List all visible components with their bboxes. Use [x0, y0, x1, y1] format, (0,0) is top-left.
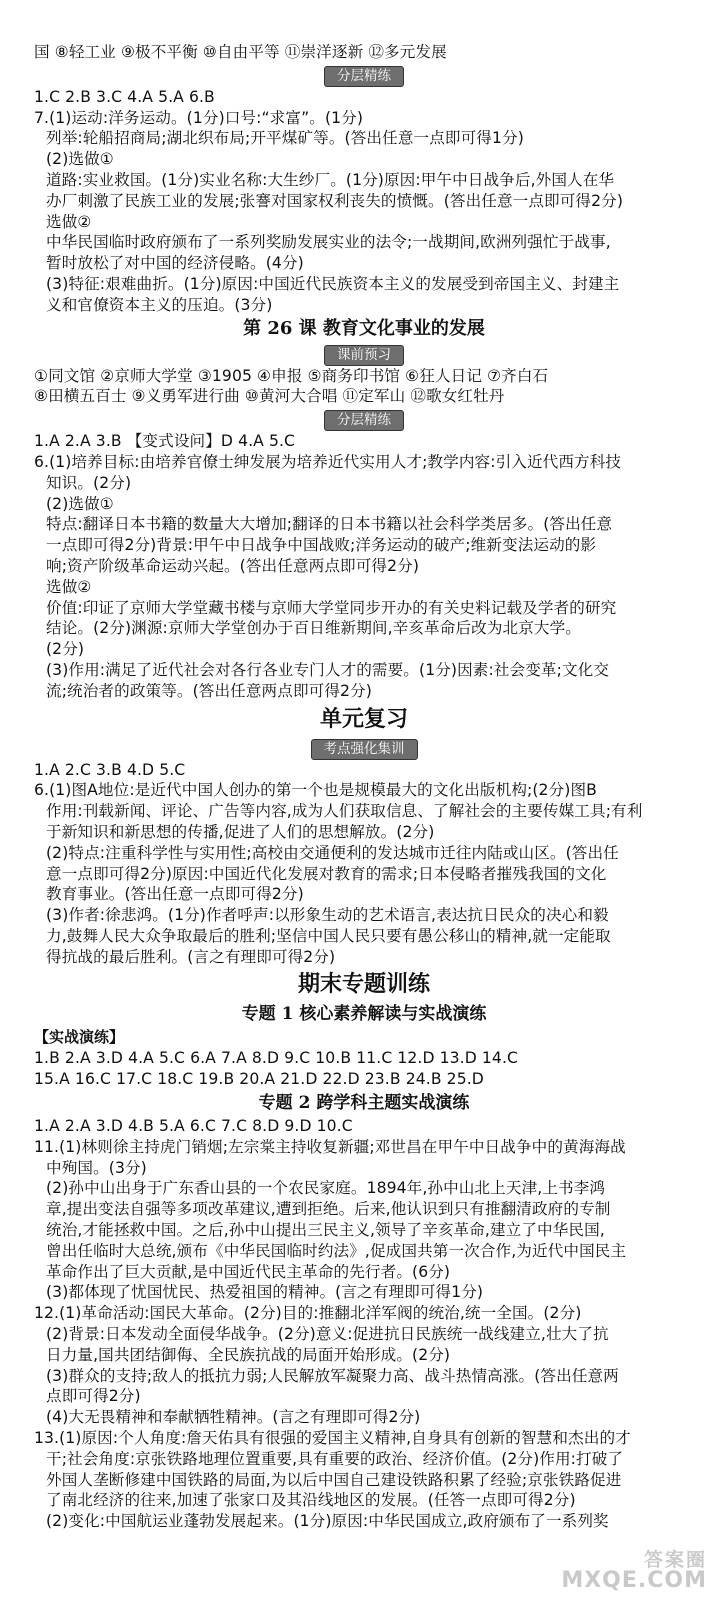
answer-line: (2)背景:日本发动全面侵华战争。(2分)意义:促进抗日民族统一战线建立,壮大了抗 [46, 1325, 609, 1344]
answer-line: 1.B 2.A 3.D 4.A 5.C 6.A 7.A 8.D 9.C 10.B 11.C 12.D 13.D 14.C [34, 1049, 518, 1068]
unit-review-title: 单元复习 [319, 705, 408, 732]
answer-line: 于新知识和新思想的传播,促进了人们的思想解放。(2分) [46, 822, 435, 841]
answer-line: 了南北经济的往来,加速了张家口及其沿线地区的发展。(任答一点即可得2分) [46, 1491, 576, 1510]
answer-line: 列举:轮船招商局;湖北织布局;开平煤矿等。(答出任意一点即可得1分) [46, 129, 524, 148]
answer-line: 一点即可得2分)背景:甲午中日战争中国战败;洋务运动的破产;维新变法运动的影 [46, 536, 597, 555]
answer-line: 选做② [46, 577, 92, 596]
tag-label: 分层精练 [324, 66, 404, 87]
final-training-title: 期末专题训练 [297, 971, 430, 998]
layered-practice-tag-1 [34, 63, 694, 87]
answer-line: 流;统治者的政策等。(答出任意两点即可得2分) [46, 681, 372, 700]
section-lesson26-answers [34, 431, 694, 701]
preview-line: ①同文馆 ②京师大学堂 ③1905 ④申报 ⑤商务印书馆 ⑥狂人日记 ⑦齐白石 [34, 366, 549, 385]
answer-line: (2)特点:注重科学性与实用性;高校由交通便利的发达城市迁往内陆或山区。(答出任 [46, 843, 619, 862]
answer-line: 道路:实业救国。(1分)实业名称:大生纱厂。(1分)原因:甲午中日战争后,外国人在华 [46, 170, 615, 189]
answer-line: 6.(1)培养目标:由培养官僚士绅发展为培养近代实用人才;教学内容:引入近代西方科技 [34, 452, 622, 471]
answer-line: 暂时放松了对中国的经济侵略。(4分) [46, 254, 304, 273]
answer-line: (3)作用:满足了近代社会对各行各业专门人才的需要。(1分)因素:社会变革;文化交 [46, 660, 610, 679]
answer-line: 力,鼓舞人民大众争取最后的胜利;坚信中国人民只要有愚公移山的精神,就一定能取 [46, 926, 611, 945]
answer-line: 章,提出变法自强等多项改革建议,遭到拒绝。后来,他认识到只有推翻清政府的专制 [46, 1200, 611, 1219]
answer-line: 中殉国。(3分) [46, 1158, 147, 1177]
answer-line: 响;资产阶级革命运动兴起。(答出任意两点即可得2分) [46, 556, 420, 575]
answer-line: 革命作出了巨大贡献,是中国近代民主革命的先行者。(6分) [46, 1262, 451, 1281]
layered-practice-tag-2 [34, 407, 694, 431]
answer-line: 选做② [46, 212, 92, 231]
answer-line: (2)选做① [46, 150, 114, 169]
section-unit-review-answers [34, 760, 694, 968]
answer-line: 意一点即可得2分)原因:中国近代化发展对教育的需求;日本侵略者摧残我国的文化 [46, 864, 607, 883]
watermark-bottom-text: MXQE.COM [561, 1568, 707, 1593]
practice-label: 【实战演练】 [34, 1028, 125, 1047]
topic1-title: 专题 1 核心素养解读与实战演练 [241, 1004, 487, 1025]
answer-line: 11.(1)林则徐主持虎门销烟;左宗棠主持收复新疆;邓世昌在甲午中日战争中的黄海海战 [34, 1137, 626, 1156]
answer-line: 外国人垄断修建中国铁路的局面,为以后中国自己建设铁路积累了经验;京张铁路促进 [46, 1470, 622, 1489]
answer-line: 知识。(2分) [46, 473, 132, 492]
tag-label: 分层精练 [324, 410, 404, 431]
answer-line: 办厂刺激了民族工业的发展;张謇对国家权利丧失的愤慨。(答出任意一点即可得2分) [46, 191, 624, 210]
tag-label: 考点强化集训 [311, 739, 418, 760]
answer-line: 统治,才能拯救中国。之后,孙中山提出三民主义,领导了辛亥革命,建立了中华民国, [46, 1221, 605, 1240]
lesson26-title: 第 26 课 教育文化事业的发展 [243, 317, 485, 339]
answer-line: 1.A 2.A 3.B 【变式设问】D 4.A 5.C [34, 432, 296, 451]
answer-line: 1.A 2.C 3.B 4.D 5.C [34, 760, 186, 779]
answer-line: 教育事业。(答出任意一点即可得2分) [46, 885, 304, 904]
answer-line: 得抗战的最后胜利。(言之有理即可得2分) [46, 947, 336, 966]
answer-line: (4)大无畏精神和奉献牺牲精神。(言之有理即可得2分) [46, 1408, 421, 1427]
answer-line: 1.A 2.A 3.D 4.B 5.A 6.C 7.C 8.D 9.D 10.C [34, 1117, 353, 1136]
answer-line: (2)选做① [46, 494, 114, 513]
topic2-title: 专题 2 跨学科主题实战演练 [258, 1093, 470, 1114]
answer-line: 6.(1)图A地位:是近代中国人创办的第一个也是规模最大的文化出版机构;(2分)图B [34, 781, 597, 800]
answer-line: 日力量,国共团结御侮、全民族抗战的局面开始形成。(2分) [46, 1345, 451, 1364]
answer-line: 1.C 2.B 3.C 4.A 5.A 6.B [34, 87, 215, 106]
answer-line: 曾出任临时大总统,颁布《中华民国临时约法》,促成国共第一次合作,为近代中国民主 [46, 1241, 627, 1260]
answer-line: 点即可得2分) [46, 1387, 141, 1406]
answer-line: (2)孙中山出身于广东香山县的一个农民家庭。1894年,孙中山北上天津,上书李鸿 [46, 1179, 606, 1198]
answer-line: 结论。(2分)渊源:京师大学堂创办于百日维新期间,辛亥革命后改为北京大学。 [46, 619, 581, 638]
answer-line: (2)变化:中国航运业蓬勃发展起来。(1分)原因:中华民国成立,政府颁布了一系列奖 [46, 1512, 609, 1531]
answer-line: 13.(1)原因:个人角度:詹天佑具有很强的爱国主义精神,自身具有创新的智慧和杰出的才 [34, 1429, 631, 1448]
section-topic2-answers [34, 1116, 694, 1532]
answer-line: (3)都体现了忧国忧民、热爱祖国的精神。(言之有理即可得1分) [46, 1283, 484, 1302]
preview-tag [34, 342, 694, 366]
answer-line: 作用:刊载新闻、评论、广告等内容,成为人们获取信息、了解社会的主要传媒工具;有利 [46, 802, 643, 821]
tag-label: 课前预习 [324, 345, 404, 366]
section-lesson25-answers [34, 87, 694, 316]
answer-line: 特点:翻译日本书籍的数量大大增加;翻译的日本书籍以社会科学类居多。(答出任意 [46, 515, 613, 534]
exam-training-tag [34, 736, 694, 760]
answer-line: (3)作者:徐悲鸿。(1分)作者呼声:以形象生动的艺术语言,表达抗日民众的决心和毅 [46, 906, 609, 925]
answer-line: 价值:印证了京师大学堂藏书楼与京师大学堂同步开办的有关史料记载及学者的研究 [46, 598, 617, 617]
answer-line: 15.A 16.C 17.C 18.C 19.B 20.A 21.D 22.D 23.B 24.B 25.D [34, 1070, 484, 1089]
answer-line: (3)特征:艰难曲折。(1分)原因:中国近代民族资本主义的发展受到帝国主义、封建主 [46, 274, 620, 293]
answer-line: 义和官僚资本主义的压迫。(3分) [46, 295, 273, 314]
answer-line: 12.(1)革命活动:国民大革命。(2分)目的:推翻北洋军阀的统治,统一全国。(2分) [34, 1304, 582, 1323]
top-line: 国 ⑧轻工业 ⑨极不平衡 ⑩自由平等 ⑪崇洋逐新 ⑫多元发展 [34, 43, 447, 61]
watermark-top-text: 答案圈 [643, 1549, 707, 1571]
preview-line: ⑧田横五百士 ⑨义勇军进行曲 ⑩黄河大合唱 ⑪定军山 ⑫歌女红牡丹 [34, 387, 505, 406]
answer-line: 干;社会角度:京张铁路地理位置重要,具有重要的政治、经济价值。(2分)作用:打破了 [46, 1449, 624, 1468]
answer-page [34, 42, 694, 1532]
watermark [557, 1550, 707, 1594]
answer-line: (2分) [46, 640, 85, 659]
answer-line: 7.(1)运动:洋务运动。(1分)口号:“求富”。(1分) [34, 108, 364, 127]
answer-line: 中华民国临时政府颁布了一系列奖励发展实业的法令;一战期间,欧洲列强忙于战事, [46, 233, 611, 252]
answer-line: (3)群众的支持;敌人的抵抗力弱;人民解放军凝聚力高、战斗热情高涨。(答出任意两 [46, 1366, 619, 1385]
